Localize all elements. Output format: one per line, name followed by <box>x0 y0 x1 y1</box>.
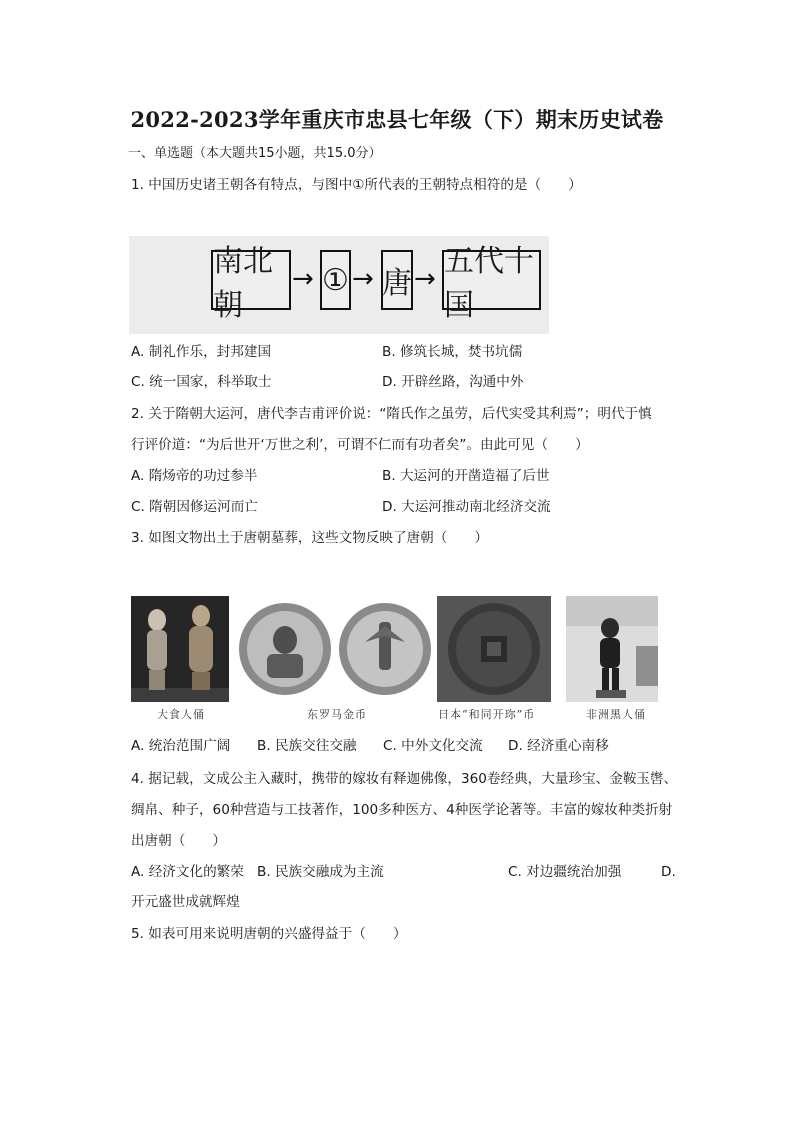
caption-african-figurine: 非洲黑人俑 <box>586 708 646 721</box>
q4-option-d[interactable]: D. <box>661 864 676 880</box>
q3-option-d[interactable]: D. 经济重心南移 <box>508 738 609 754</box>
flow-arrow-icon: → <box>414 264 436 294</box>
flow-box-nanbeichao: 南北朝 <box>211 250 291 310</box>
flow-arrow-icon: → <box>352 264 374 294</box>
q2-stem-line2: 行评价道：“为后世开‘万世之利’，可谓不仁而有功者矣”。由此可见（ ） <box>131 437 589 453</box>
wado-kaichin-coin-photo <box>437 596 551 702</box>
q1-option-a[interactable]: A. 制礼作乐，封邦建国 <box>131 344 272 360</box>
caption-wado-coin: 日本“和同开珎”币 <box>438 708 536 721</box>
q4-stem-line1: 4. 据记载，文成公主入藏时，携带的嫁妆有释迦佛像，360卷经典，大量珍宝、金鞍玉辔、 <box>131 771 678 787</box>
q1-option-d[interactable]: D. 开辟丝路，沟通中外 <box>382 374 524 390</box>
q1-stem: 1. 中国历史诸王朝各有特点，与图中①所代表的王朝特点相符的是（ ） <box>131 177 582 193</box>
q4-option-a[interactable]: A. 经济文化的繁荣 <box>131 864 244 880</box>
q3-option-a[interactable]: A. 统治范围广阔 <box>131 738 231 754</box>
q2-stem-line1: 2. 关于隋朝大运河，唐代李吉甫评价说：“隋氏作之虽劳，后代实受其利焉”；明代于慎 <box>131 406 652 422</box>
dynasty-flow-diagram <box>129 236 549 334</box>
q4-stem-line2: 绸帛、种子，60种营造与工技著作，100多种医方、4种医学论著等。丰富的嫁妆种类折射 <box>131 802 673 818</box>
q4-stem-line3: 出唐朝（ ） <box>131 833 227 849</box>
q2-option-a[interactable]: A. 隋炀帝的功过参半 <box>131 468 258 484</box>
q4-option-d-text[interactable]: 开元盛世成就辉煌 <box>131 894 240 910</box>
flow-box-wudaishiguo: 五代十国 <box>442 250 541 310</box>
flow-box-blank: ① <box>320 250 351 310</box>
section-heading: 一、单选题（本大题共15小题，共15.0分） <box>128 146 382 161</box>
q1-option-c[interactable]: C. 统一国家，科举取士 <box>131 374 272 390</box>
q1-option-b[interactable]: B. 修筑长城，焚书坑儒 <box>382 344 523 360</box>
q3-stem: 3. 如图文物出土于唐朝墓葬，这些文物反映了唐朝（ ） <box>131 530 489 546</box>
q2-option-b[interactable]: B. 大运河的开凿造福了后世 <box>382 468 550 484</box>
q2-option-d[interactable]: D. 大运河推动南北经济交流 <box>382 499 551 515</box>
q4-option-b[interactable]: B. 民族交融成为主流 <box>257 864 384 880</box>
flow-box-tang: 唐 <box>381 250 413 310</box>
q4-option-c[interactable]: C. 对边疆统治加强 <box>508 864 622 880</box>
flow-arrow-icon: → <box>292 264 314 294</box>
caption-byzantine-coins: 东罗马金币 <box>307 708 367 721</box>
exam-title: 2022-2023学年重庆市忠县七年级（下）期末历史试卷 <box>130 107 664 132</box>
byzantine-coins-photo <box>237 596 434 702</box>
dashi-figurines-photo <box>131 596 229 702</box>
african-figurine-photo <box>566 596 658 702</box>
q2-option-c[interactable]: C. 隋朝因修运河而亡 <box>131 499 258 515</box>
q5-stem: 5. 如表可用来说明唐朝的兴盛得益于（ ） <box>131 926 407 942</box>
q3-option-c[interactable]: C. 中外文化交流 <box>383 738 483 754</box>
caption-dashi-figurines: 大食人俑 <box>157 708 205 721</box>
q3-option-b[interactable]: B. 民族交往交融 <box>257 738 357 754</box>
